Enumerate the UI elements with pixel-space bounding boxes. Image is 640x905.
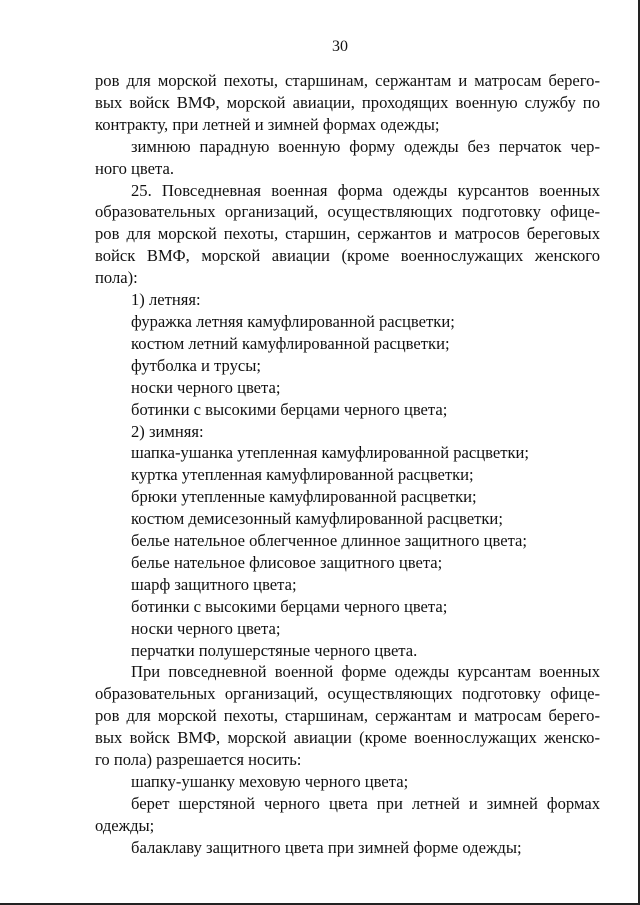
text-line: 2) зимняя: (131, 421, 204, 441)
text-line: ров для морской пехоты, старшинам, сержантам и матросам берего- (95, 71, 600, 90)
text-line: одежды; (95, 815, 155, 835)
text-line: футболка и трусы; (131, 355, 261, 375)
text-line: пола): (95, 268, 138, 288)
text-line: ботинки с высокими берцами черного цвета; (131, 399, 448, 419)
text-line: белье нательное флисовое защитного цвета; (131, 552, 443, 572)
text-line: шапка-ушанка утепленная камуфлированной расцветки; (131, 443, 530, 463)
text-line: брюки утепленные камуфлированной расцветки; (131, 487, 477, 507)
text-line: ров для морской пехоты, старшинам, сержантам и матросам берего- (95, 706, 600, 726)
text-line: вых войск ВМФ, морской авиации (кроме военнослужащих женско- (95, 728, 600, 748)
text-line: костюм летний камуфлированной расцветки; (131, 333, 450, 353)
text-line: образовательных организаций, осуществляющих подготовку офице- (95, 202, 600, 222)
text-line: ботинки с высокими берцами черного цвета; (131, 596, 448, 616)
text-line: зимнюю парадную военную форму одежды без перчаток чер- (131, 136, 600, 156)
text-line: куртка утепленная камуфлированной расцветки; (131, 465, 474, 485)
text-line: ров для морской пехоты, старшин, сержантов и матросов береговых (95, 224, 600, 244)
text-line: го пола) разрешается носить: (95, 750, 302, 770)
text-line: образовательных организаций, осуществляющих подготовку офице- (95, 684, 600, 704)
text-line: фуражка летняя камуфлированной расцветки; (131, 311, 455, 331)
text-line: ного цвета. (95, 158, 174, 178)
text-line: вых войск ВМФ, морской авиации, проходящих военную службу по (95, 92, 600, 112)
text-line: контракту, при летней и зимней формах одежды; (95, 114, 440, 134)
text-line: балаклаву защитного цвета при зимней форме одежды; (131, 837, 522, 857)
text-line: шапку-ушанку меховую черного цвета; (131, 772, 409, 791)
text-line: перчатки полушерстяные черного цвета. (131, 640, 418, 660)
text-line: шарф защитного цвета; (131, 574, 297, 594)
document-body (95, 70, 600, 859)
text-line: берет шерстяной черного цвета при летней и зимней формах (131, 793, 600, 813)
text-line: войск ВМФ, морской авиации (кроме военнослужащих женского (95, 246, 600, 266)
text-line: носки черного цвета; (131, 618, 281, 638)
text-line: носки черного цвета; (131, 377, 281, 397)
text-line: При повседневной военной форме одежды курсантам военных (131, 662, 600, 682)
text-line: костюм демисезонный камуфлированной расцветки; (131, 509, 503, 529)
text-line: 1) летняя: (131, 290, 201, 310)
text-line: 25. Повседневная военная форма одежды курсантов военных (131, 180, 600, 200)
page-number: 30 (332, 38, 348, 55)
text-line: белье нательное облегченное длинное защитного цвета; (131, 531, 528, 551)
